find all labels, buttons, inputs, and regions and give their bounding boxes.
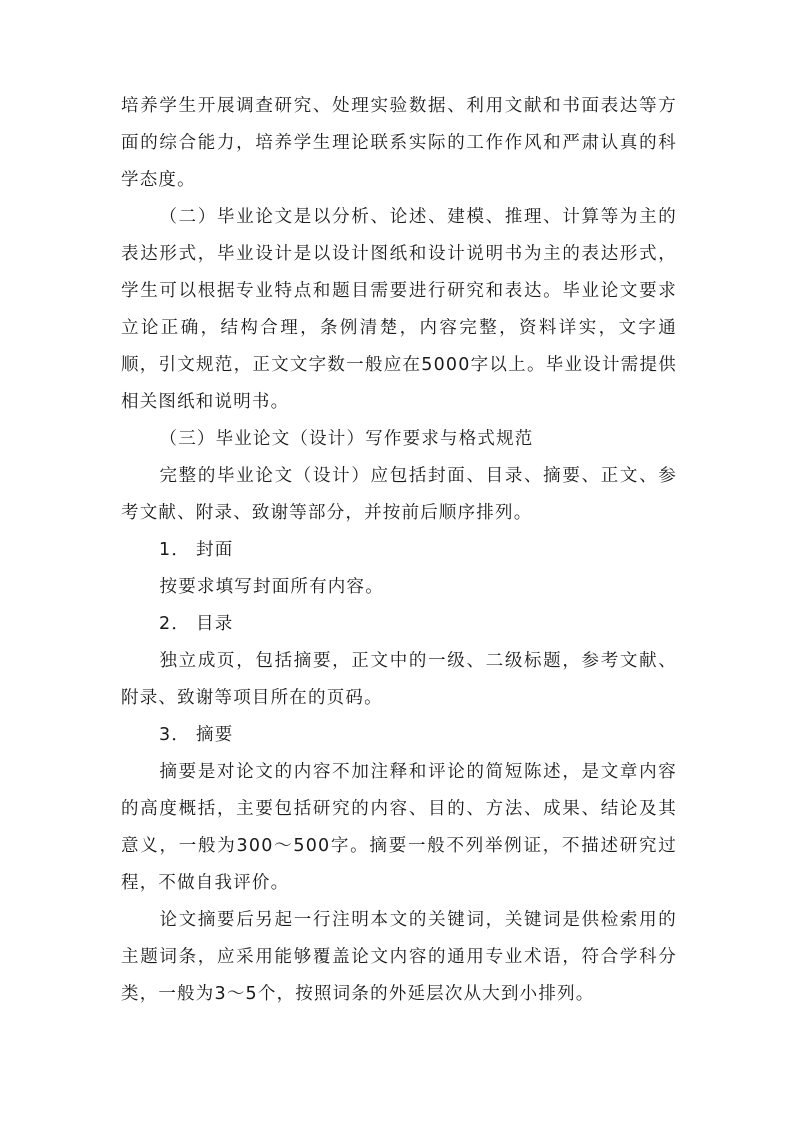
- paragraph-toc: 独立成页，包括摘要，正文中的一级、二级标题，参考文献、附录、致谢等项目所在的页码。: [121, 651, 677, 708]
- paragraph-thesis-form: （二）毕业论文是以分析、论述、建模、推理、计算等为主的表达形式，毕业设计是以设计图纸和设计说明书为主的表达形式，学生可以根据专业特点和题目需要进行研究和表达。毕业论文要求立论正确，结构合理，条例清楚，内容完整，资料详实，文字通顺，引文规范，正文文字数一般应在5000字以上。毕业设计需提供相关图纸和说明书。: [121, 207, 677, 412]
- item-number: 1．: [159, 540, 191, 560]
- item-number: 2．: [159, 614, 191, 634]
- paragraph-structure: 完整的毕业论文（设计）应包括封面、目录、摘要、正文、参考文献、附录、致谢等部分，并按前后顺序排列。: [121, 466, 677, 523]
- item-title: 封面: [196, 540, 234, 560]
- document-page: [121, 88, 677, 1013]
- item-heading-abstract: [121, 717, 677, 754]
- item-number: 3．: [159, 725, 191, 745]
- item-title: 摘要: [196, 725, 234, 745]
- section-heading-format: （三）毕业论文（设计）写作要求与格式规范: [159, 429, 534, 449]
- paragraph-cover: 按要求填写封面所有内容。: [159, 577, 384, 597]
- item-heading-toc: [121, 606, 677, 643]
- item-heading-cover: [121, 532, 677, 569]
- paragraph-training-goals: 培养学生开展调查研究、处理实验数据、利用文献和书面表达等方面的综合能力，培养学生理论联系实际的工作作风和严肃认真的科学态度。: [121, 96, 677, 190]
- item-title: 目录: [196, 614, 234, 634]
- paragraph-keywords: 论文摘要后另起一行注明本文的关键词，关键词是供检索用的主题词条，应采用能够覆盖论文内容的通用专业术语，符合学科分类，一般为3～5个，按照词条的外延层次从大到小排列。: [121, 910, 677, 1004]
- paragraph-abstract: 摘要是对论文的内容不加注释和评论的简短陈述，是文章内容的高度概括，主要包括研究的内容、目的、方法、成果、结论及其意义，一般为300～500字。摘要一般不列举例证，不描述研究过程，不做自我评价。: [121, 762, 677, 893]
